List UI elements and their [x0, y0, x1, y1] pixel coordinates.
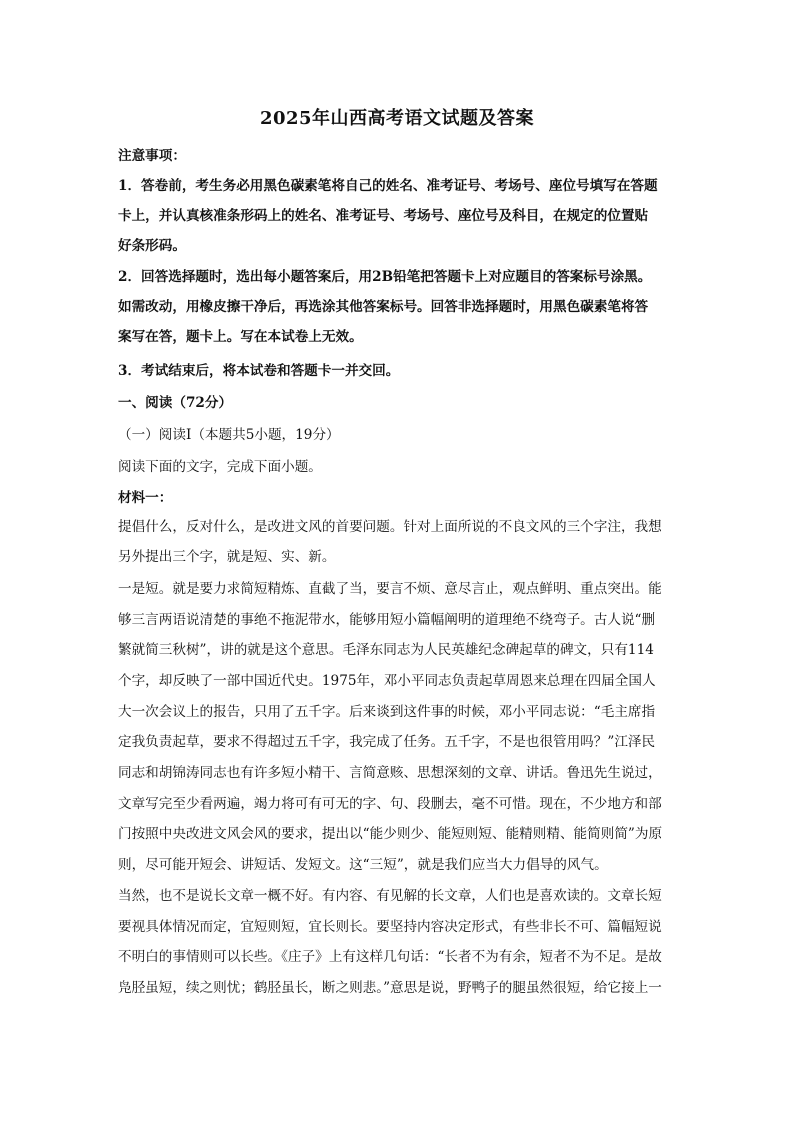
para-2-line-2: 够三言两语说清楚的事绝不拖泥带水，能够用短小篇幅阐明的道理绝不绕弯子。古人说“删	[118, 612, 656, 628]
para-1-line-1: 提倡什么，反对什么，是改进文风的首要问题。针对上面所说的不良文风的三个字注，我想	[118, 519, 662, 535]
para-2-line-9: 门按照中央改进文风会风的要求，提出以“能少则少、能短则短、能精则精、能简则简”为原	[118, 826, 663, 842]
instruction-text: 阅读下面的文字，完成下面小题。	[118, 459, 322, 475]
page-title: 2025年山西高考语文试题及答案	[259, 108, 535, 129]
para-2-line-10: 则，尽可能开短会、讲短话、发短文。这“三短”，就是我们应当大力倡导的风气。	[118, 857, 608, 873]
notice-3: 3．考试结束后，将本试卷和答题卡一并交回。	[118, 363, 400, 379]
para-2-line-3: 繁就简三秋树”，讲的就是这个意思。毛泽东同志为人民英雄纪念碑起草的碑文，只有114	[118, 642, 654, 658]
para-1-line-2: 另外提出三个字，就是短、实、新。	[118, 549, 336, 565]
notice-1-line-2: 卡上，并认真核准条形码上的姓名、准考证号、考场号、座位号及科目，在规定的位置贴	[118, 208, 649, 224]
para-3-line-3: 不明白的事情则可以长些。《庄子》上有这样几句话：“长者不为有余，短者不为不足。是故	[118, 949, 662, 965]
subsection-heading: （一）阅读Ⅰ（本题共5小题，19分）	[118, 427, 340, 443]
para-3-line-1: 当然，也不是说长文章一概不好。有内容、有见解的长文章，人们也是喜欢读的。文章长短	[118, 888, 662, 904]
notice-1-line-1: 1．答卷前，考生务必用黑色碳素笔将自己的姓名、准考证号、考场号、座位号填写在答题	[118, 178, 658, 194]
para-3-line-2: 要视具体情况而定，宜短则短，宜长则长。要坚持内容决定形式，有些非长不可、篇幅短说	[118, 919, 662, 935]
para-2-line-7: 同志和胡锦涛同志也有许多短小精干、言简意赅、思想深刻的文章、讲话。鲁迅先生说过，	[118, 765, 662, 781]
notice-1-line-3: 好条形码。	[118, 238, 186, 254]
material-label: 材料一：	[118, 490, 173, 506]
para-3-line-4: 凫胫虽短，续之则忧；鹤胫虽长，断之则悲。”意思是说，野鸭子的腿虽然很短，给它接上一	[118, 980, 662, 996]
para-2-line-8: 文章写完至少看两遍，竭力将可有可无的字、句、段删去，毫不可惜。现在，不少地方和部	[118, 796, 662, 812]
notice-2-line-2: 如需改动，用橡皮擦干净后，再选涂其他答案标号。回答非选择题时，用黑色碳素笔将答	[118, 299, 649, 315]
notice-2-line-1: 2．回答选择题时，选出每小题答案后，用2B铅笔把答题卡上对应题目的答案标号涂黑。	[118, 269, 652, 285]
para-2-line-5: 大一次会议上的报告，只用了五千字。后来谈到这件事的时候，邓小平同志说：“毛主席指	[118, 704, 656, 720]
section-heading: 一、阅读（72分）	[118, 395, 233, 411]
para-2-line-1: 一是短。就是要力求简短精炼、直截了当，要言不烦、意尽言止，观点鲜明、重点突出。能	[118, 581, 662, 597]
para-2-line-4: 个字，却反映了一部中国近代史。1975年，邓小平同志负责起草周恩来总理在四届全国人	[118, 673, 656, 689]
notice-heading: 注意事项：	[118, 148, 186, 164]
para-2-line-6: 定我负责起草，要求不得超过五千字，我完成了任务。五千字，不是也很管用吗？”江泽民	[118, 734, 656, 750]
notice-2-line-3: 案写在答，题卡上。写在本试卷上无效。	[118, 329, 363, 345]
